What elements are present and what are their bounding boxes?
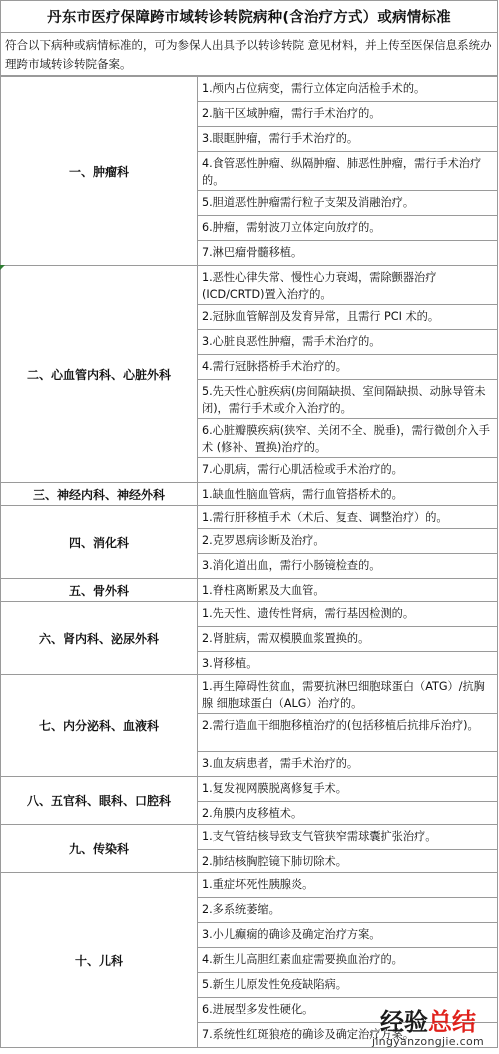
criterion-cell: 1.支气管结核导致支气管狭窄需球囊扩张治疗。 — [198, 825, 498, 850]
cell-comment-marker — [0, 265, 5, 270]
table-row — [1, 873, 498, 898]
criterion-cell: 1.颅内占位病变，需行立体定向活检手术的。 — [198, 77, 498, 102]
department-cell: 十、儿科 — [1, 873, 198, 1048]
criterion-cell: 2.需行造血干细胞移植治疗的(包括移植后抗排斥治疗)。 — [198, 714, 498, 752]
criterion-cell: 7.系统性红斑狼疮的确诊及确定治疗方案。 — [198, 1023, 498, 1048]
criterion-cell: 2.角膜内皮移植术。 — [198, 802, 498, 825]
criterion-cell: 1.缺血性脑血管病，需行血管搭桥术的。 — [198, 483, 498, 506]
criterion-cell: 1.再生障碍性贫血，需要抗淋巴细胞球蛋白（ATG）/抗胸腺 细胞球蛋白（ALG）治疗的。 — [198, 675, 498, 714]
criterion-cell: 3.血友病患者，需手术治疗的。 — [198, 752, 498, 777]
department-cell: 八、五官科、眼科、口腔科 — [1, 777, 198, 825]
criterion-cell: 3.小儿癫痫的确诊及确定治疗方案。 — [198, 923, 498, 948]
criterion-cell: 2.克罗恩病诊断及治疗。 — [198, 529, 498, 554]
table-row — [1, 579, 498, 602]
intro-paragraph: 符合以下病种或病情标准的，可为参保人出具予以转诊转院 意见材料，并上传至医保信息系统办理跨市域转诊转院备案。 — [0, 33, 498, 76]
table-row — [1, 77, 498, 102]
criterion-cell: 2.冠脉血管解剖及发育异常，且需行 PCI 术的。 — [198, 305, 498, 330]
criterion-cell: 4.新生儿高胆红素血症需要换血治疗的。 — [198, 948, 498, 973]
criterion-cell: 3.心脏良恶性肿瘤，需手术治疗的。 — [198, 330, 498, 355]
table-row — [1, 602, 498, 627]
page-title: 丹东市医疗保障跨市域转诊转院病种(含治疗方式）或病情标准 — [0, 0, 498, 33]
criterion-cell: 5.胆道恶性肿瘤需行粒子支架及消融治疗。 — [198, 191, 498, 216]
criterion-cell: 2.肺结核胸腔镜下肺切除术。 — [198, 850, 498, 873]
watermark-brand-right: 总结 — [427, 1008, 476, 1036]
table-row — [1, 266, 498, 305]
criterion-cell: 4.需行冠脉搭桥手术治疗的。 — [198, 355, 498, 380]
watermark-logo — [372, 1009, 484, 1035]
department-cell: 四、消化科 — [1, 506, 198, 579]
criterion-cell: 1.重症坏死性胰腺炎。 — [198, 873, 498, 898]
department-cell: 五、骨外科 — [1, 579, 198, 602]
criterion-cell: 2.肾脏病，需双模膜血浆置换的。 — [198, 627, 498, 652]
criterion-cell: 7.淋巴瘤骨髓移植。 — [198, 241, 498, 266]
criterion-cell: 1.恶性心律失常、慢性心力衰竭，需除颤器治疗(ICD/CRTD)置入治疗的。 — [198, 266, 498, 305]
table-row — [1, 483, 498, 506]
watermark-brand-left: 经验 — [379, 1008, 428, 1036]
department-cell: 二、心血管内科、心脏外科 — [1, 266, 198, 483]
criterion-cell: 3.眼眶肿瘤，需行手术治疗的。 — [198, 127, 498, 152]
criteria-table — [0, 76, 498, 1048]
criterion-cell: 2.脑干区域肿瘤，需行手术治疗的。 — [198, 102, 498, 127]
criterion-cell: 5.新生儿原发性免疫缺陷病。 — [198, 973, 498, 998]
table-row — [1, 506, 498, 529]
criterion-cell: 2.多系统萎缩。 — [198, 898, 498, 923]
criterion-cell: 6.心脏瓣膜疾病(狭窄、关闭不全、脱垂)，需行微创介入手术 (修补、置换)治疗的。 — [198, 419, 498, 458]
criterion-cell: 3.消化道出血，需行小肠镜检查的。 — [198, 554, 498, 579]
department-cell: 三、神经内科、神经外科 — [1, 483, 198, 506]
criterion-cell: 3.肾移植。 — [198, 652, 498, 675]
table-row — [1, 675, 498, 714]
department-cell: 一、肿瘤科 — [1, 77, 198, 266]
site-watermark — [372, 1009, 484, 1048]
criterion-cell: 5.先天性心脏疾病(房间隔缺损、室间隔缺损、动脉导管未闭)，需行手术或介入治疗的。 — [198, 380, 498, 419]
criterion-cell: 6.肿瘤，需射波刀立体定向放疗的。 — [198, 216, 498, 241]
watermark-url: jingyanzongjie.com — [371, 1035, 484, 1048]
criterion-cell: 1.脊柱离断累及大血管。 — [198, 579, 498, 602]
criterion-cell: 4.食管恶性肿瘤、纵隔肿瘤、肺恶性肿瘤，需行手术治疗的。 — [198, 152, 498, 191]
table-row — [1, 825, 498, 850]
department-cell: 六、肾内科、泌尿外科 — [1, 602, 198, 675]
criterion-cell: 1.复发视网膜脱离修复手术。 — [198, 777, 498, 802]
criterion-cell: 1.先天性、遗传性肾病，需行基因检测的。 — [198, 602, 498, 627]
department-cell: 九、传染科 — [1, 825, 198, 873]
department-cell: 七、内分泌科、血液科 — [1, 675, 198, 777]
criterion-cell: 6.进展型多发性硬化。 — [198, 998, 498, 1023]
criterion-cell: 7.心肌病，需行心肌活检或手术治疗的。 — [198, 458, 498, 483]
criterion-cell: 1.需行肝移植手术（术后、复查、调整治疗）的。 — [198, 506, 498, 529]
table-row — [1, 777, 498, 802]
